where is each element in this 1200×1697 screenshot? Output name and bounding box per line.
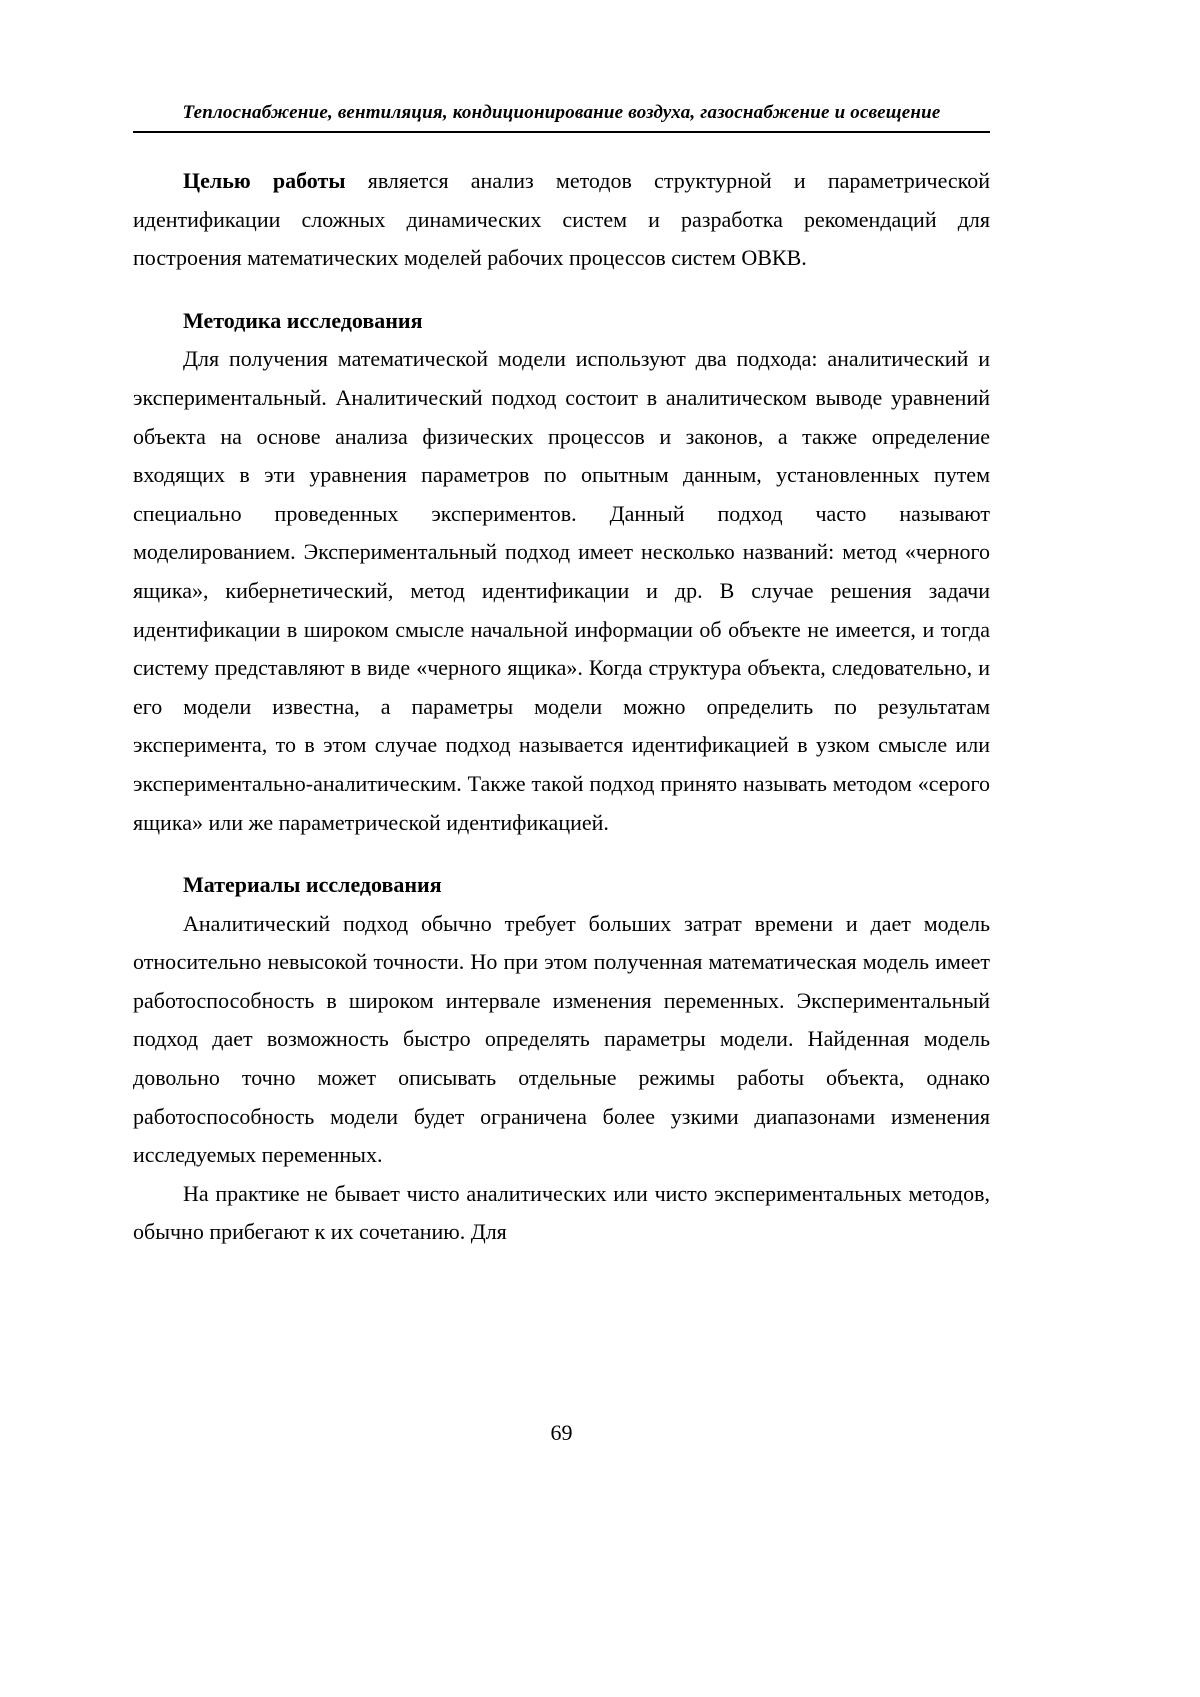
page-header bbox=[133, 102, 990, 133]
section-heading-materials: Материалы исследования bbox=[183, 872, 442, 898]
page-footer bbox=[133, 1420, 990, 1446]
header-rule bbox=[133, 131, 990, 133]
running-head: Теплоснабжение, вентиляция, кондиционирование воздуха, газоснабжение и освещение bbox=[182, 102, 941, 123]
page-number: 69 bbox=[550, 1420, 573, 1445]
methodology-paragraph: Для получения математической модели используют два подхода: аналитический и экспериментальный. Аналитический подход состоит в аналитическом выводе уравнений объекта на основе анализа физических процессов и законов, а также определение входящих в эти уравнения параметров по опытным данным, установленных путем специально проведенных экспериментов. Данный подход часто называют моделированием. Экспериментальный подход имеет несколько названий: метод «черного ящика», кибернетический, метод идентификации и др. В случае решения задачи идентификации в широком смысле начальной информации об объекте не имеется, и тогда систему представляют в виде «черного ящика». Когда структура объекта, следовательно, и его модели известна, а параметры модели можно определить по результатам эксперимента, то в этом случае подход называется идентификацией в узком смысле или экспериментально-аналитическим. Также такой подход принято называть методом «серого ящика» или же параметрической идентификацией. bbox=[133, 346, 990, 835]
materials-paragraph-2: На практике не бывает чисто аналитических или чисто экспериментальных методов, обычно прибегают к их сочетанию. Для bbox=[133, 1180, 990, 1245]
page-body bbox=[133, 162, 990, 1252]
intro-text: является анализ методов структурной и параметрической идентификации сложных динамических систем и разработка рекомендаций для построения математических моделей рабочих процессов систем ОВКВ. bbox=[133, 168, 990, 271]
intro-paragraph bbox=[133, 162, 990, 278]
materials-paragraph-1: Аналитический подход обычно требует больших затрат времени и дает модель относительно невысокой точности. Но при этом полученная математическая модель имеет работоспособность в широком интервале изменения переменных. Экспериментальный подход дает возможность быстро определять параметры модели. Найденная модель довольно точно может описывать отдельные режимы работы объекта, однако работоспособность модели будет ограничена более узкими диапазонами изменения исследуемых переменных. bbox=[133, 910, 990, 1168]
section-heading-methodology: Методика исследования bbox=[183, 307, 423, 333]
intro-lead-bold: Целью работы bbox=[183, 168, 346, 193]
